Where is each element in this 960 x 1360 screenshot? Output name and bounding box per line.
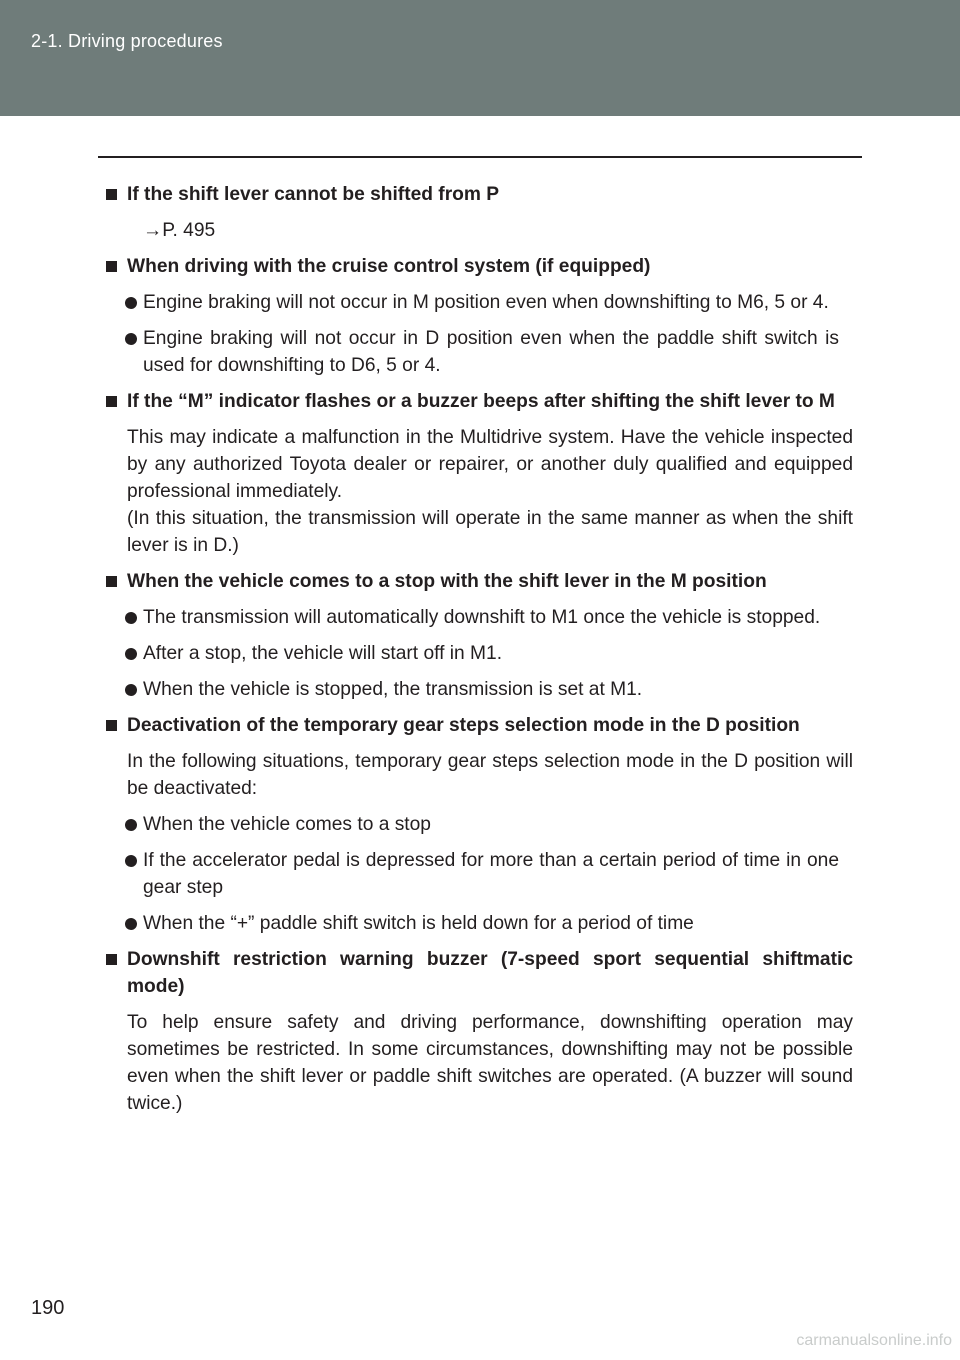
list-item-text: When the vehicle is stopped, the transmission is set at M1. (143, 679, 643, 700)
square-bullet-icon (106, 576, 117, 587)
list-item-text: If the accelerator pedal is depressed for more than a certain period of time in one gear step (143, 850, 839, 898)
section-cruise-control (105, 253, 853, 379)
section-heading (105, 388, 853, 415)
section-shift-from-p (105, 181, 853, 244)
paragraph: To help ensure safety and driving performance, downshifting operation may sometimes be restricted. In some circumstances, downshifting may not be possible even when the shift lever or paddle shift switches are operated. (A buzzer will sound twice.) (127, 1012, 853, 1114)
page-content (105, 181, 853, 1126)
section-m-indicator (105, 388, 853, 559)
heading-text: Downshift restriction warning buzzer (7-speed sport sequential shiftmatic mode) (127, 949, 853, 997)
square-bullet-icon (106, 720, 117, 731)
list-item (105, 811, 853, 838)
square-bullet-icon (106, 954, 117, 965)
round-bullet-icon (125, 855, 137, 867)
section-divider (98, 156, 862, 158)
section-deactivation (105, 712, 853, 937)
heading-text: If the “M” indicator flashes or a buzzer beeps after shifting the shift lever to M (127, 391, 835, 412)
round-bullet-icon (125, 612, 137, 624)
watermark: carmanualsonline.info (796, 1332, 952, 1349)
heading-text: When the vehicle comes to a stop with the shift lever in the M position (127, 571, 767, 592)
page-number: 190 (31, 1297, 65, 1319)
chapter-header-band (0, 0, 960, 116)
square-bullet-icon (106, 396, 117, 407)
list-item-text: When the vehicle comes to a stop (143, 814, 431, 835)
section-heading (105, 253, 853, 280)
paragraph (105, 424, 853, 559)
section-heading (105, 568, 853, 595)
section-heading (105, 181, 853, 208)
list-item (105, 640, 853, 667)
section-downshift-warning (105, 946, 853, 1117)
square-bullet-icon (106, 261, 117, 272)
heading-text: When driving with the cruise control system (if equipped) (127, 256, 651, 277)
list-item (105, 325, 853, 379)
page-reference: →P. 495 (143, 220, 216, 241)
list-item (105, 289, 853, 316)
paragraph: In the following situations, temporary gear steps selection mode in the D position will be deactivated: (127, 751, 853, 799)
list-item (105, 676, 853, 703)
round-bullet-icon (125, 333, 137, 345)
list-item-text: When the “+” paddle shift switch is held down for a period of time (143, 913, 694, 934)
section-stop-in-m (105, 568, 853, 703)
square-bullet-icon (106, 189, 117, 200)
list-item (105, 847, 853, 901)
chapter-title: 2-1. Driving procedures (31, 31, 223, 51)
section-heading (105, 946, 853, 1000)
list-item-text: The transmission will automatically downshift to M1 once the vehicle is stopped. (143, 607, 821, 628)
paragraph-text: (In this situation, the transmission will operate in the same manner as when the shift lever is in D.) (127, 508, 853, 556)
round-bullet-icon (125, 684, 137, 696)
section-heading (105, 712, 853, 739)
round-bullet-icon (125, 918, 137, 930)
round-bullet-icon (125, 648, 137, 660)
round-bullet-icon (125, 819, 137, 831)
list-item-text: After a stop, the vehicle will start off in M1. (143, 643, 503, 664)
paragraph-text: This may indicate a malfunction in the Multidrive system. Have the vehicle inspected by any authorized Toyota dealer or repairer, or another duly qualified and equipped professional immediately. (127, 427, 853, 502)
list-item-text: Engine braking will not occur in D position even when the paddle shift switch is used for downshifting to D6, 5 or 4. (143, 328, 839, 376)
round-bullet-icon (125, 297, 137, 309)
list-item (105, 604, 853, 631)
list-item-text: Engine braking will not occur in M position even when downshifting to M6, 5 or 4. (143, 292, 829, 313)
heading-text: Deactivation of the temporary gear steps selection mode in the D position (127, 715, 800, 736)
heading-text: If the shift lever cannot be shifted from P (127, 184, 500, 205)
list-item (105, 910, 853, 937)
